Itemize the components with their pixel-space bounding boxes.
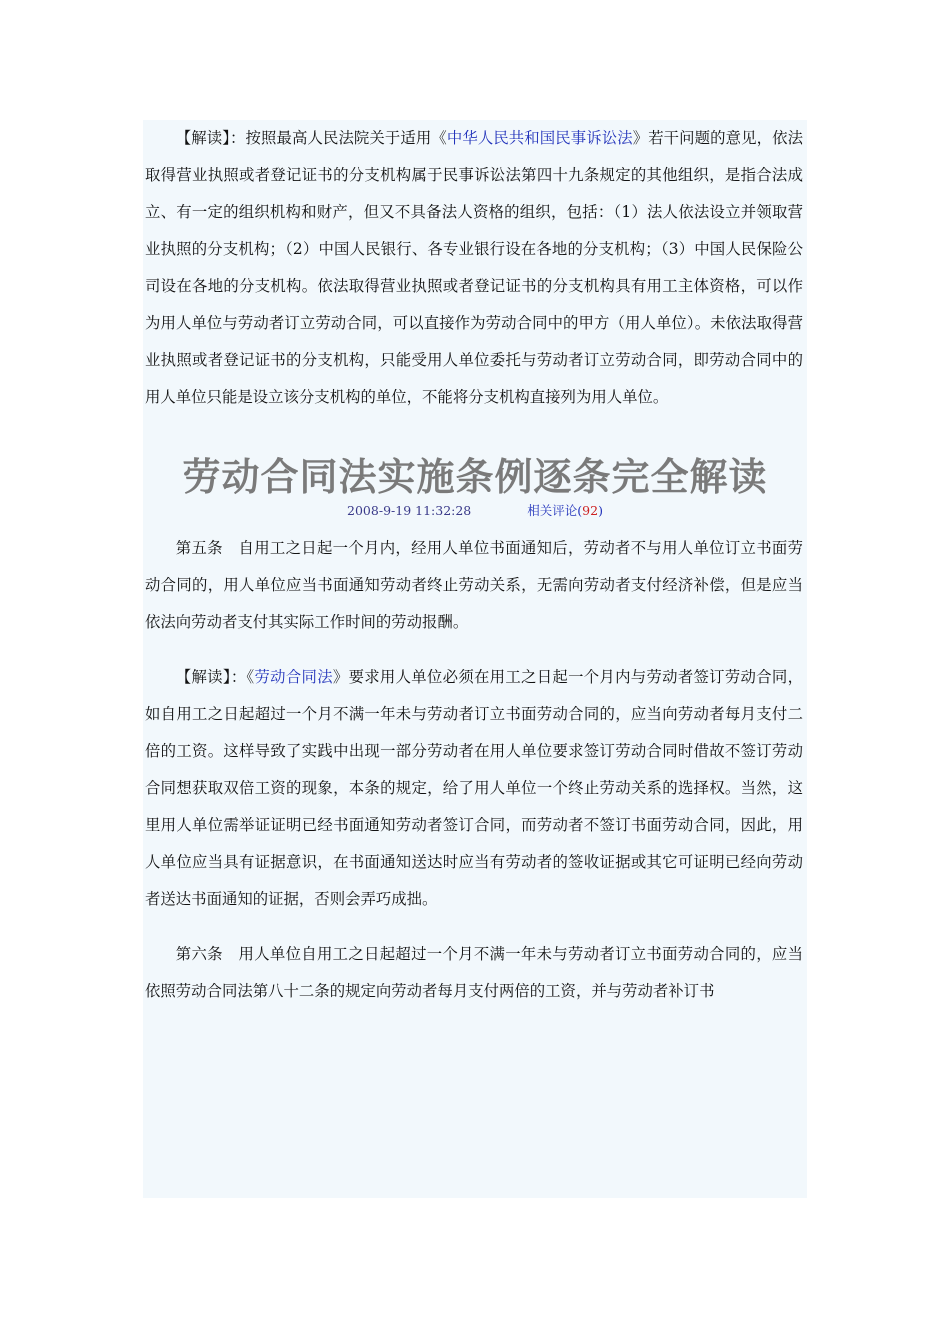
labor-contract-law-link[interactable]: 劳动合同法 — [254, 668, 333, 686]
interpretation-label: 【解读】： — [175, 129, 246, 147]
document-content — [143, 120, 807, 1198]
clause-5-paragraph: 第五条 自用工之日起一个月内，经用人单位书面通知后，劳动者不与用人单位订立书面劳动合同的，用人单位应当书面通知劳动者终止劳动关系，无需向劳动者支付经济补偿，但是应当依法向劳动者支付其实际工作时间的劳动报酬。 — [145, 539, 803, 631]
interpretation-label: 【解读】： — [175, 668, 247, 686]
interpretation-paragraph-2 — [143, 659, 807, 918]
comments-prefix: 相关评论( — [527, 503, 583, 518]
civil-procedure-law-link[interactable]: 中华人民共和国民事诉讼法 — [446, 129, 633, 147]
interpretation-paragraph-1 — [143, 120, 807, 416]
interpretation-text-after-link: 》要求用人单位必须在用工之日起一个月内与劳动者签订劳动合同，如自用工之日起超过一个月不满一年未与劳动者订立书面劳动合同的，应当向劳动者每月支付二倍的工资。这样导致了实践中出现一部分劳动者在用人单位要求签订劳动合同时借故不签订劳动合同想获取双倍工资的现象，本条的规定，给了用人单位一个终止劳动关系的选择权。当然，这里用人单位需举证证明已经书面通知劳动者签订合同，而劳动者不签订书面劳动合同，因此，用人单位应当具有证据意识，在书面通知送达时应当有劳动者的签收证据或其它可证明已经向劳动者送达书面通知的证据，否则会弄巧成拙。 — [145, 668, 803, 908]
clause-6-paragraph: 第六条 用人单位自用工之日起超过一个月不满一年未与劳动者订立书面劳动合同的，应当依照劳动合同法第八十二条的规定向劳动者每月支付两倍的工资，并与劳动者补订书 — [145, 945, 803, 1000]
article-title: 劳动合同法实施条例逐条完全解读 — [182, 454, 768, 499]
related-comments-link[interactable] — [527, 503, 603, 518]
interpretation-text-after-link: 》若干问题的意见，依法取得营业执照或者登记证书的分支机构属于民事诉讼法第四十九条规定的其他组织，是指合法成立、有一定的组织机构和财产，但又不具备法人资格的组织，包括：（1）法人依法设立并领取营业执照的分支机构；（2）中国人民银行、各专业银行设在各地的分支机构；（3）中国人民保险公司设在各地的分支机构。依法取得营业执照或者登记证书的分支机构具有用工主体资格，可以作为用人单位与劳动者订立劳动合同，可以直接作为劳动合同中的甲方（用人单位）。未依法取得营业执照或者登记证书的分支机构，只能受用人单位委托与劳动者订立劳动合同，即劳动合同中的用人单位只能是设立该分支机构的单位，不能将分支机构直接列为用人单位。 — [145, 129, 803, 406]
article-meta — [143, 502, 807, 520]
interpretation-text-before-link: 《 — [246, 668, 255, 686]
comments-suffix: ) — [598, 503, 603, 518]
interpretation-text-before-link: 按照最高人民法院关于适用《 — [245, 129, 447, 147]
comments-count: 92 — [582, 503, 599, 518]
article-date: 2008-9-19 11:32:28 — [347, 503, 472, 518]
